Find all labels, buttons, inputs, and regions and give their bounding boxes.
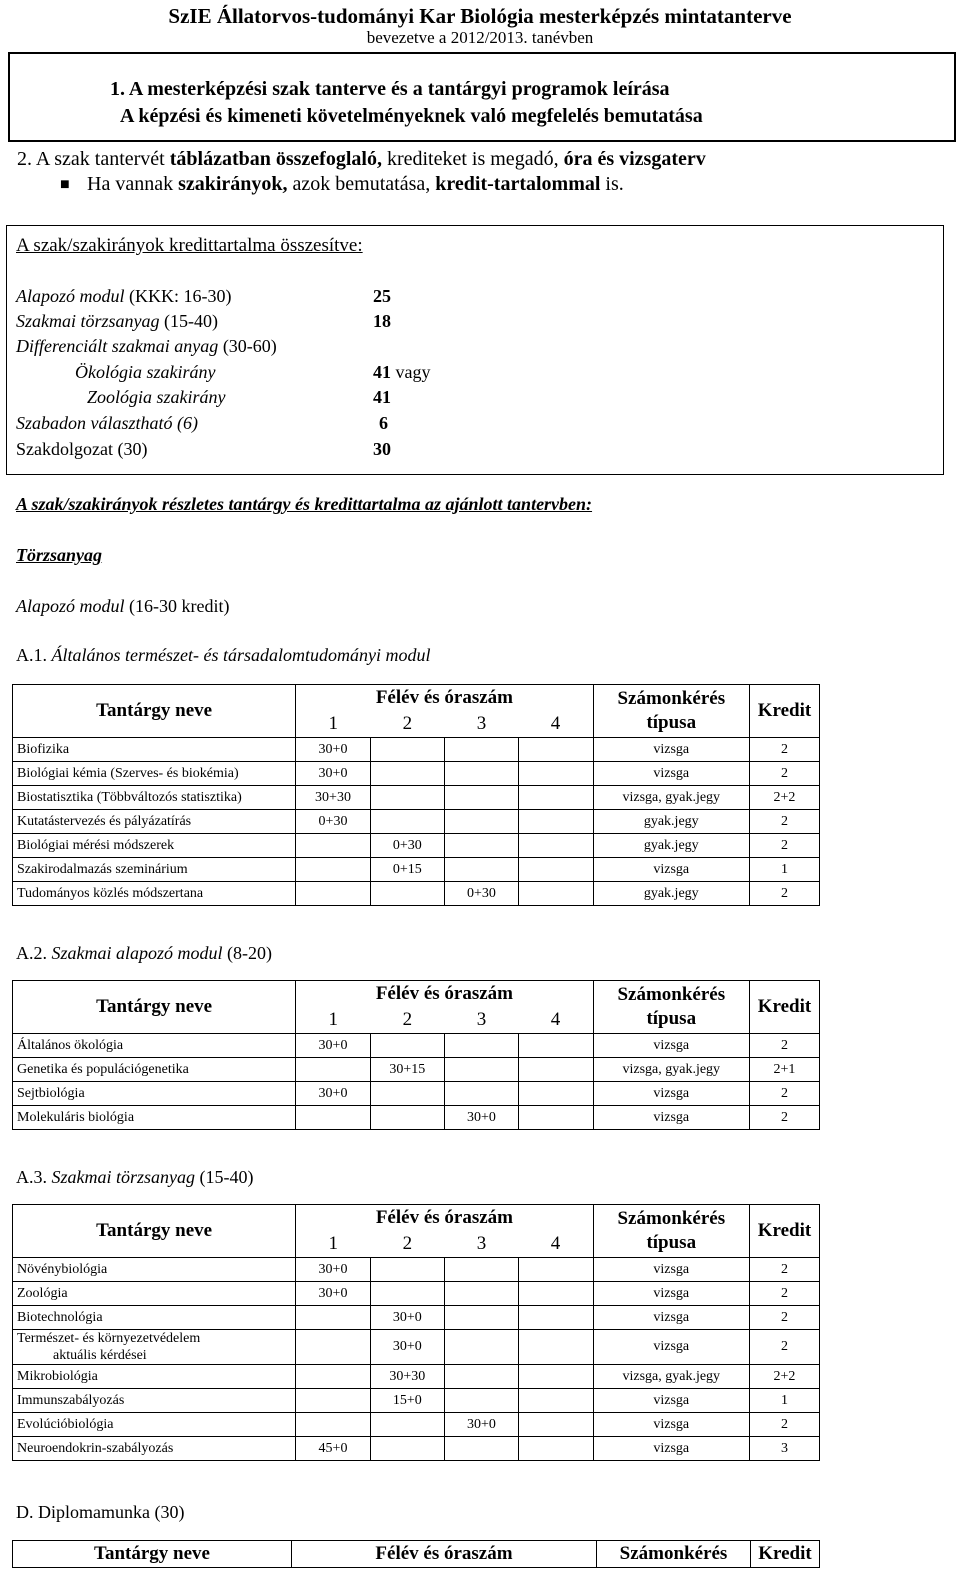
summary-row-label: Szakdolgozat (30) bbox=[16, 439, 148, 459]
summary-row-label: Szabadon választható (6) bbox=[16, 413, 198, 433]
subject-name: Molekuláris biológia bbox=[13, 1106, 296, 1130]
semester-hours: 30+0 bbox=[296, 1258, 371, 1282]
credit-value: 2 bbox=[749, 1306, 819, 1330]
col-exam-header: Számonkérés bbox=[597, 1541, 751, 1568]
semester-hours bbox=[519, 858, 594, 882]
semester-3: 3 bbox=[444, 1231, 518, 1258]
exam-type: gyak.jegy bbox=[593, 882, 749, 906]
table-a3-body bbox=[13, 1258, 820, 1461]
subject-name: Neuroendokrin-szabályozás bbox=[13, 1437, 296, 1461]
col-exam-header: Számonkérés típusa bbox=[593, 981, 749, 1034]
credit-value: 2+2 bbox=[749, 786, 819, 810]
semester-hours bbox=[370, 1413, 444, 1437]
credit-value: 1 bbox=[749, 1389, 819, 1413]
item1-line2: A képzési és kimeneti követelményeknek való megfelelés bemutatása bbox=[120, 105, 703, 127]
table-row bbox=[13, 1389, 820, 1413]
semester-hours bbox=[370, 762, 444, 786]
exam-type: vizsga bbox=[593, 1413, 749, 1437]
semester-hours: 30+0 bbox=[370, 1306, 444, 1330]
semester-hours bbox=[444, 1330, 518, 1365]
col-semester-header: Félév és óraszám bbox=[296, 981, 593, 1008]
summary-row-value: 6 bbox=[379, 413, 388, 433]
subject-name: Biofizika bbox=[13, 738, 296, 762]
table-header-row bbox=[13, 685, 820, 712]
semester-hours bbox=[444, 786, 518, 810]
semester-hours bbox=[444, 1058, 518, 1082]
semester-hours bbox=[296, 1330, 371, 1365]
col-credit-header: Kredit bbox=[751, 1541, 820, 1568]
semester-hours bbox=[519, 1258, 594, 1282]
exam-type: vizsga bbox=[593, 1330, 749, 1365]
table-row bbox=[13, 786, 820, 810]
table-row bbox=[13, 1034, 820, 1058]
exam-type: vizsga bbox=[593, 738, 749, 762]
semester-hours bbox=[296, 1389, 371, 1413]
table-row bbox=[13, 810, 820, 834]
exam-type: vizsga bbox=[593, 1306, 749, 1330]
credit-value: 2 bbox=[749, 1330, 819, 1365]
table-row bbox=[13, 882, 820, 906]
item2-text bbox=[17, 148, 706, 171]
table-row bbox=[13, 1365, 820, 1389]
semester-hours bbox=[370, 738, 444, 762]
semester-hours bbox=[296, 1106, 371, 1130]
summary-row-value: 18 bbox=[373, 311, 391, 331]
semester-4: 4 bbox=[519, 1231, 594, 1258]
table-a2 bbox=[12, 980, 820, 1130]
table-a2-body bbox=[13, 1034, 820, 1130]
semester-hours bbox=[519, 1282, 594, 1306]
col-credit-header: Kredit bbox=[749, 981, 819, 1034]
item2-sub-part2: szakirányok, bbox=[178, 173, 288, 195]
summary-row-label: Ökológia szakirány bbox=[75, 362, 216, 382]
semester-hours bbox=[519, 1106, 594, 1130]
col-semester-header: Félév és óraszám bbox=[296, 1205, 593, 1232]
credit-value: 2 bbox=[749, 1106, 819, 1130]
semester-hours bbox=[370, 786, 444, 810]
subject-name: Immunszabályozás bbox=[13, 1389, 296, 1413]
semester-hours bbox=[519, 786, 594, 810]
col-name-header: Tantárgy neve bbox=[13, 1205, 296, 1258]
item1-line1: 1. A mesterképzési szak tanterve és a tantárgyi programok leírása bbox=[110, 78, 670, 100]
semester-hours: 0+15 bbox=[370, 858, 444, 882]
col-exam-header: Számonkérés típusa bbox=[593, 1205, 749, 1258]
summary-row-label: Zoológia szakirány bbox=[87, 387, 226, 407]
semester-hours: 45+0 bbox=[296, 1437, 371, 1461]
semester-hours: 30+0 bbox=[370, 1330, 444, 1365]
subject-name: Kutatástervezés és pályázatírás bbox=[13, 810, 296, 834]
semester-3: 3 bbox=[444, 1007, 518, 1034]
a3-heading: A.3. Szakmai törzsanyag (15-40) bbox=[16, 1167, 254, 1187]
semester-hours bbox=[519, 1330, 594, 1365]
semester-hours: 0+30 bbox=[370, 834, 444, 858]
semester-hours bbox=[296, 834, 371, 858]
exam-type: vizsga, gyak.jegy bbox=[593, 1365, 749, 1389]
exam-type: vizsga bbox=[593, 1389, 749, 1413]
document-title: SzIE Állatorvos-tudományi Kar Biológia mesterképzés mintatanterve bbox=[168, 4, 792, 28]
semester-hours bbox=[444, 1389, 518, 1413]
exam-type: gyak.jegy bbox=[593, 810, 749, 834]
semester-hours: 30+0 bbox=[296, 762, 371, 786]
semester-4: 4 bbox=[519, 711, 594, 738]
torzsanyag-heading: Törzsanyag bbox=[16, 545, 103, 565]
table-a1-body bbox=[13, 738, 820, 906]
semester-hours bbox=[519, 882, 594, 906]
semester-hours bbox=[444, 1034, 518, 1058]
table-row bbox=[13, 1058, 820, 1082]
credit-value: 2 bbox=[749, 1082, 819, 1106]
subject-name: Általános ökológia bbox=[13, 1034, 296, 1058]
table-header-row bbox=[13, 1541, 820, 1568]
summary-row-label: Alapozó modul (KKK: 16-30) bbox=[16, 286, 232, 306]
semester-4: 4 bbox=[519, 1007, 594, 1034]
table-a3 bbox=[12, 1204, 820, 1461]
subject-name: Mikrobiológia bbox=[13, 1365, 296, 1389]
table-d bbox=[12, 1540, 820, 1568]
summary-row-value: 30 bbox=[373, 439, 391, 459]
col-semester-header: Félév és óraszám bbox=[296, 685, 593, 712]
exam-type: vizsga bbox=[593, 1034, 749, 1058]
item2-part4: óra és vizsgaterv bbox=[563, 148, 706, 170]
semester-hours bbox=[519, 1365, 594, 1389]
semester-hours: 0+30 bbox=[444, 882, 518, 906]
semester-hours bbox=[444, 738, 518, 762]
semester-hours bbox=[296, 858, 371, 882]
semester-hours bbox=[519, 738, 594, 762]
credit-value: 2+1 bbox=[749, 1058, 819, 1082]
semester-hours bbox=[370, 882, 444, 906]
semester-hours: 0+30 bbox=[296, 810, 371, 834]
table-header-row bbox=[13, 1205, 820, 1232]
a2-heading: A.2. Szakmai alapozó modul (8-20) bbox=[16, 943, 272, 963]
semester-hours bbox=[296, 1365, 371, 1389]
subject-name: Szakirodalmazás szeminárium bbox=[13, 858, 296, 882]
exam-type: vizsga bbox=[593, 1258, 749, 1282]
semester-hours bbox=[444, 762, 518, 786]
semester-hours: 30+15 bbox=[370, 1058, 444, 1082]
exam-type: vizsga bbox=[593, 858, 749, 882]
semester-hours bbox=[370, 1437, 444, 1461]
a1-heading: A.1. Általános természet- és társadalomtudományi modul bbox=[16, 645, 431, 665]
col-name-header: Tantárgy neve bbox=[13, 981, 296, 1034]
subject-name: Sejtbiológia bbox=[13, 1082, 296, 1106]
table-row bbox=[13, 738, 820, 762]
semester-hours bbox=[444, 858, 518, 882]
semester-hours bbox=[519, 810, 594, 834]
semester-hours: 30+0 bbox=[444, 1413, 518, 1437]
semester-1: 1 bbox=[296, 1007, 371, 1034]
alapozo-heading: Alapozó modul (16-30 kredit) bbox=[16, 596, 230, 616]
semester-hours bbox=[519, 834, 594, 858]
credit-value: 2 bbox=[749, 762, 819, 786]
col-name-header: Tantárgy neve bbox=[13, 1541, 292, 1568]
item2-part1: 2. A szak tantervét bbox=[17, 148, 170, 170]
semester-hours bbox=[519, 1034, 594, 1058]
table-row bbox=[13, 1437, 820, 1461]
subject-name: Biológiai mérési módszerek bbox=[13, 834, 296, 858]
table-row bbox=[13, 1282, 820, 1306]
square-bullet-icon: ■ bbox=[60, 176, 70, 193]
semester-hours: 30+0 bbox=[444, 1106, 518, 1130]
semester-1: 1 bbox=[296, 1231, 371, 1258]
item2-part2: táblázatban összefoglaló, bbox=[169, 148, 382, 170]
semester-hours bbox=[370, 1258, 444, 1282]
credit-value: 2 bbox=[749, 1413, 819, 1437]
semester-hours bbox=[519, 1306, 594, 1330]
semester-hours bbox=[444, 834, 518, 858]
credit-value: 3 bbox=[749, 1437, 819, 1461]
item2-subtext bbox=[87, 173, 624, 196]
semester-3: 3 bbox=[444, 711, 518, 738]
semester-hours bbox=[444, 1365, 518, 1389]
table-header-row bbox=[13, 981, 820, 1008]
table-row bbox=[13, 1413, 820, 1437]
col-name-header: Tantárgy neve bbox=[13, 685, 296, 738]
credit-value: 2 bbox=[749, 834, 819, 858]
semester-1: 1 bbox=[296, 711, 371, 738]
table-row bbox=[13, 1306, 820, 1330]
subject-name: Biotechnológia bbox=[13, 1306, 296, 1330]
semester-hours bbox=[296, 1306, 371, 1330]
table-row bbox=[13, 858, 820, 882]
exam-type: vizsga bbox=[593, 1282, 749, 1306]
subject-name: Tudományos közlés módszertana bbox=[13, 882, 296, 906]
semester-hours bbox=[519, 1082, 594, 1106]
subject-name: Biostatisztika (Többváltozós statisztika) bbox=[13, 786, 296, 810]
summary-title: A szak/szakirányok kredittartalma összesítve: bbox=[16, 235, 363, 256]
subject-name: Növénybiológia bbox=[13, 1258, 296, 1282]
semester-hours bbox=[296, 1413, 371, 1437]
semester-hours: 30+0 bbox=[296, 1282, 371, 1306]
semester-hours: 15+0 bbox=[370, 1389, 444, 1413]
col-exam-header: Számonkérés típusa bbox=[593, 685, 749, 738]
semester-2: 2 bbox=[370, 711, 444, 738]
col-credit-header: Kredit bbox=[749, 1205, 819, 1258]
credit-value: 1 bbox=[749, 858, 819, 882]
exam-type: vizsga bbox=[593, 1437, 749, 1461]
item2-sub-part3: azok bemutatása, bbox=[287, 173, 436, 195]
item2-sub-part1: Ha vannak bbox=[87, 173, 179, 195]
semester-hours: 30+30 bbox=[296, 786, 371, 810]
semester-2: 2 bbox=[370, 1007, 444, 1034]
summary-row-value: 41 vagy bbox=[373, 362, 431, 382]
semester-hours: 30+30 bbox=[370, 1365, 444, 1389]
item2-sub-part5: is. bbox=[600, 173, 624, 195]
subject-name: Genetika és populációgenetika bbox=[13, 1058, 296, 1082]
table-row bbox=[13, 1258, 820, 1282]
credit-value: 2 bbox=[749, 1034, 819, 1058]
semester-hours bbox=[444, 810, 518, 834]
semester-hours bbox=[519, 1058, 594, 1082]
exam-type: vizsga, gyak.jegy bbox=[593, 1058, 749, 1082]
d-heading: D. Diplomamunka (30) bbox=[16, 1502, 185, 1522]
semester-hours bbox=[296, 882, 371, 906]
col-credit-header: Kredit bbox=[749, 685, 819, 738]
semester-hours bbox=[519, 1389, 594, 1413]
table-a1 bbox=[12, 684, 820, 906]
col-semester-header: Félév és óraszám bbox=[292, 1541, 597, 1568]
semester-hours bbox=[519, 762, 594, 786]
semester-hours bbox=[370, 1082, 444, 1106]
semester-hours bbox=[444, 1082, 518, 1106]
semester-hours bbox=[519, 1437, 594, 1461]
exam-type: vizsga bbox=[593, 1082, 749, 1106]
semester-hours bbox=[519, 1413, 594, 1437]
subject-name: Zoológia bbox=[13, 1282, 296, 1306]
exam-type: vizsga bbox=[593, 1106, 749, 1130]
summary-row-label: Differenciált szakmai anyag (30-60) bbox=[16, 336, 277, 356]
semester-hours: 30+0 bbox=[296, 1082, 371, 1106]
semester-hours bbox=[370, 1282, 444, 1306]
semester-hours: 30+0 bbox=[296, 1034, 371, 1058]
credit-value: 2 bbox=[749, 738, 819, 762]
semester-hours bbox=[370, 810, 444, 834]
document-subtitle: bevezetve a 2012/2013. tanévben bbox=[366, 28, 594, 47]
credit-value: 2 bbox=[749, 1282, 819, 1306]
subject-name: Biológiai kémia (Szerves- és biokémia) bbox=[13, 762, 296, 786]
detailed-heading: A szak/szakirányok részletes tantárgy és kredittartalma az ajánlott tantervben: bbox=[16, 494, 593, 514]
credit-value: 2 bbox=[749, 810, 819, 834]
summary-row-label: Szakmai törzsanyag (15-40) bbox=[16, 311, 218, 331]
credit-value: 2 bbox=[749, 882, 819, 906]
table-row bbox=[13, 1106, 820, 1130]
credit-value: 2+2 bbox=[749, 1365, 819, 1389]
semester-2: 2 bbox=[370, 1231, 444, 1258]
semester-hours bbox=[370, 1034, 444, 1058]
semester-hours bbox=[444, 1258, 518, 1282]
semester-hours bbox=[444, 1282, 518, 1306]
subject-name: Evolúcióbiológia bbox=[13, 1413, 296, 1437]
table-row bbox=[13, 834, 820, 858]
semester-hours bbox=[444, 1306, 518, 1330]
item2-part3: krediteket is megadó, bbox=[381, 148, 564, 170]
exam-type: vizsga, gyak.jegy bbox=[593, 786, 749, 810]
semester-hours bbox=[370, 1106, 444, 1130]
summary-row-value: 25 bbox=[373, 286, 391, 306]
table-row bbox=[13, 1330, 820, 1365]
semester-hours: 30+0 bbox=[296, 738, 371, 762]
table-row bbox=[13, 1082, 820, 1106]
item2-sub-part4: kredit-tartalommal bbox=[435, 173, 601, 195]
summary-row-value: 41 bbox=[373, 387, 391, 407]
exam-type: vizsga bbox=[593, 762, 749, 786]
semester-hours bbox=[296, 1058, 371, 1082]
subject-name: Természet- és környezetvédelem aktuális kérdései bbox=[13, 1330, 296, 1365]
table-row bbox=[13, 762, 820, 786]
credit-value: 2 bbox=[749, 1258, 819, 1282]
semester-hours bbox=[444, 1437, 518, 1461]
exam-type: gyak.jegy bbox=[593, 834, 749, 858]
